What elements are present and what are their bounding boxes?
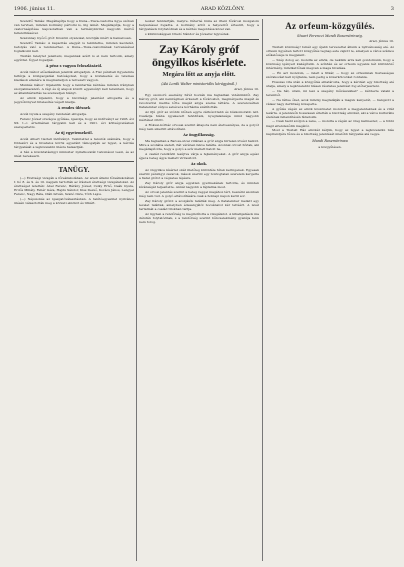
paragraph: (—) Népszokás az igazgatóválasztásban. A tanítóegyesület nyilvános ülésén választották meg a körzeti elnököt és titkárt. bbox=[14, 197, 134, 206]
paragraph: — De hát, uram, mi lesz a szegény művészekkel? — kérdezte valaki a teremből. bbox=[266, 88, 394, 97]
section-heading: A rendes ülésnek bbox=[57, 105, 91, 110]
paragraph: leuker fenntartják, melyre. Péterné Gizia az itteni fővárosi mozgalom helyesléssel fogadta. A kormány arról a helyzetről értesült, hogy a tárgyalások folytatódnak és a kérdés megoldása közel van. bbox=[139, 19, 259, 32]
paragraph: Munkás Gábor: Kijelentik hogy a fenntartás kérdése minden irányban szorgalmazandó. A régi és új alapok között egyensúlyt kell teremteni, hogy az államháztartás ne szenvedjen hiányt. bbox=[14, 82, 134, 95]
paragraph: Ferenc József országos gyűlése, igazolja, hogy az indítványt az 1906. évi XX. t.-c. értelmében tárgyalni kell és a 1901. évi költségvetésben szerepeltetni. bbox=[14, 116, 134, 129]
section-heading: Az okok. bbox=[190, 162, 208, 167]
paragraph: Tisztelt közönség! Ismét egy újabb tervezettel állunk a nyilvánosság elé. Az orfeum ügyében tartott közgyűlés tegnap este zajlott le, amelyen a város számos előkelősége is megjelent. bbox=[266, 45, 394, 58]
article-dateline: Arad, június 10. bbox=[369, 39, 394, 44]
paragraph: Szendrő Tamás: Megállapítja hogy a Duna—Tisza-csatorna ügye szóban van tervben, minden kormány pártolni is, ülg ismét. Megállapítja, hogy a csatornaépítése kapcsolatban van a terménykivitel nagyobb mérvű fellendülésével. bbox=[14, 19, 134, 36]
paragraph: Ma hajnalban a Baross-utcai villában a gróf anyja hirtelen lövést hallott. Mire a szobába sietett, fiát vérében fekve találta. Azonnal orvost hívtak, aki megállapította, hogy a golyó a szív mellett hatolt be. bbox=[139, 139, 259, 152]
article-note: (Aki Lorák Walter ministeriális kórágyánál.) bbox=[161, 81, 237, 86]
paragraph: Aczél Albert tiszteli indítványt. Tekintettel a tanulók számára, hogy a földesúri és a hivatalos körök egyaránt támogatják az ügyet, a kérdés tárgyalását a legközelebbi ülésre halasztják. bbox=[14, 136, 134, 150]
paragraph: Egy szomorú esemény hírét hozzák ma hajnalban vidékünkről. Zay Károly gróf, aki nemrégiben érkezett a fővárosból, megmérgezte magát és revolverrel mellbe lőtte magát anyja szeme láttára. A szerencsétlen fiatalember súlyos sebével a kórházba szállították. bbox=[139, 93, 259, 110]
paragraph: — Én azt mondom, — felelt a titkár, — hogy az orfeumnak tisztességes szórakozást kell nyújtania, nem pedig a közerkölcsöket rontania. bbox=[266, 70, 394, 80]
paragraph: Most a Tisztelt Ház elnökét kérjük, hogy az ügyet a legközelebbi ülés napirendjére tűzze és a bizottság jelentését mielőbb tárgyalás alá vegye. bbox=[266, 128, 394, 137]
section-heading: Az új egyetemekről. bbox=[55, 130, 93, 135]
paragraph: A ház a közoktatásügyi miniszter nyilatkozatát tudomásul veszi, és az ülést berekeszti. bbox=[14, 149, 134, 158]
paragraph: — Csak hadd szóljon a zene, — mondta a végén az öreg karmester, — a többi majd elrendeződik magától. bbox=[266, 119, 394, 128]
signature: Mundi Rosemörinwa bbox=[312, 139, 348, 144]
paragraph: Szendrő Tamás: A kapacitás elegyét is tekintetbe, minden kezdetét, befolyás való a rendszerhez. A Duna—Tisza-csatornának tervezésével foglalkozni kell. bbox=[14, 40, 134, 53]
section-heading: A pénz s vagyon feloszlásáról. bbox=[45, 63, 103, 68]
section-heading: Az öngyilkosság. bbox=[183, 133, 215, 138]
paragraph: Az öngyilkos kísérlet okát illetőleg különféle hírek keringenek. Egyesek szerint pénzügyi zavarok, mások szerint egy boldogtalan szerelem kergette a fiatal grófot a végzetes lépésre. bbox=[139, 168, 259, 181]
divider bbox=[14, 161, 134, 162]
paragraph: Zay Károly grófot a szolgálók találták meg. A fiatalember mellett egy levelet találtak, amelyben édesanyjától bocsánatot kér tettéért. A levél tartalmát a család titokban tartja. bbox=[139, 198, 259, 212]
column-1 bbox=[14, 19, 134, 561]
paragraph: Az elnök kijelenti, hogy a bizottsági jelentést elfogadta és a jegyzőkönyvet hitelesítés végett kiadja. bbox=[14, 95, 134, 104]
article-title-orfeum: Az orfeum-közgyűlés. bbox=[285, 21, 375, 31]
column-rule bbox=[136, 19, 137, 561]
article-subhead: Megára lőtt az anyja előtt. bbox=[162, 70, 236, 78]
column-rule bbox=[262, 19, 263, 561]
paragraph: A család rendkívül lesújtva várja a fejleményeket. A gróf anyja egész éjjel a beteg ágya mellett virrasztott. bbox=[139, 152, 259, 161]
paragraph: Az ügyben a rendőrség is megindította a vizsgálatot. A kihallgatások ma délután folytatódnak, s a rendőrség szerint bűncselekmény gyanúja fenn nem forog. bbox=[139, 211, 259, 224]
paragraph: — Ne féltse őket, azok mindig megtalálják a maguk kenyerét, — hangzott a válasz nagy derültség közepette. bbox=[266, 97, 394, 106]
paragraph: s különösképpen Dredó Nándor és Józsefsz ügyvédek. bbox=[145, 31, 230, 36]
article-headline: Zay Károly gróf öngyilkos kisérlete. bbox=[152, 41, 246, 69]
paragraph: Zay Károly gróf anyja egyetlen gyermekének tartotta, és minden kívánságát teljesítette. Annál nagyobb a fájdalma most. bbox=[139, 181, 259, 190]
divider bbox=[139, 39, 259, 40]
paragraph: A Rókusi-kórház orvosai szerint állapota nem életveszélyes, de a golyót még nem sikerült eltávolítani. bbox=[139, 123, 259, 132]
header-masthead: ARAD KÖZLÖNY. bbox=[200, 6, 245, 12]
article-dateline: Arad, június 10. bbox=[234, 87, 259, 92]
paragraph: — Szép dolog ez, mondta az elnök, de nekünk arra kell gondolnunk, hogy a közönség igényeit kielégítsük. A színház és az orfeum ugyanis két különböző intézmény, mindkettőnek megvan a maga hivatása. bbox=[266, 58, 394, 71]
paragraph: Az ifjú gróf az utóbbi időben egyre zárkózottabb és búskomorabb lett. Családja hiába igyekezett felvidítani, nyugtalansága mind nagyobb mértéket öltött. bbox=[139, 110, 259, 123]
paragraph: Az orvosi jelentés szerint a beteg reggel magához tért, beszélni azonban még nem tud. A golyó eltávolítására csak a holnapi napon kerül sor. bbox=[139, 190, 259, 199]
paragraph: Tisztán felelytet jelenteni, megannak azért is el nem tartozik, amely egyúttal. Ügyet fogadják. bbox=[14, 53, 134, 62]
column-2 bbox=[139, 19, 259, 561]
signature-note: a közgyűlésen. bbox=[318, 144, 342, 149]
paragraph: Aczél Gábor előadásában jelentik elfogadjuk. A Fisz pénzbeli figyelemre felhívja a közigazgatási hatóságokat, hogy a közlekedés és tetemes kiadások ellenére is megmaradjon a tervezett vagyon. bbox=[14, 69, 134, 82]
paragraph: Aczél Gyula a szegény rendelést elfogadja. bbox=[20, 111, 88, 116]
header-date: 1906. június 11. bbox=[14, 6, 55, 12]
header-page-number: 3 bbox=[390, 6, 394, 12]
paragraph: Szalonnay Győző gróf: Köszöni olyanokat, közöljék miért is hamarosan. bbox=[20, 35, 132, 40]
article-author: Stuart Ferenczi Mundi Rosemörinwig. bbox=[297, 34, 363, 38]
paragraph: Hosszas vita után a közgyűlés elhatározta, hogy a kérdést egy bizottság elé utalja, amely a legközelebbi ülésen részletes jelentést fog előterjeszteni. bbox=[266, 79, 394, 88]
paragraph: A gyűlés végén az elnök köszönetet mondott a megjelenteknek és a vitát lezárta. A jelenlevők hosszasan éltették a bizottság elnökét, aki a város kulturális életének fellendítésén fáradozik. bbox=[266, 106, 394, 119]
section-title-tanugy: TANÜGY. bbox=[58, 165, 90, 174]
page-header bbox=[14, 6, 394, 16]
paragraph: (—) Érettségi vizsgák a főreáliskolában. Az aradi állami főreáliskolában f. hó 8. és 9. és 10. napjain tartották az írásbeli érettségi vizsgálatokat. Az érettséget letették: Ábel Ferenc, Bárány József, Csiky Ernő, Deák Gyula, Erdős Mihály, Fehér Géza, Hajdu Sándor, Kiss Dezső, Kovács János, Lengyel Ferenc, Nagy Béla, Oláh István, Szabó Imre, Tóth Lajos. bbox=[14, 175, 134, 197]
column-3 bbox=[266, 19, 394, 561]
